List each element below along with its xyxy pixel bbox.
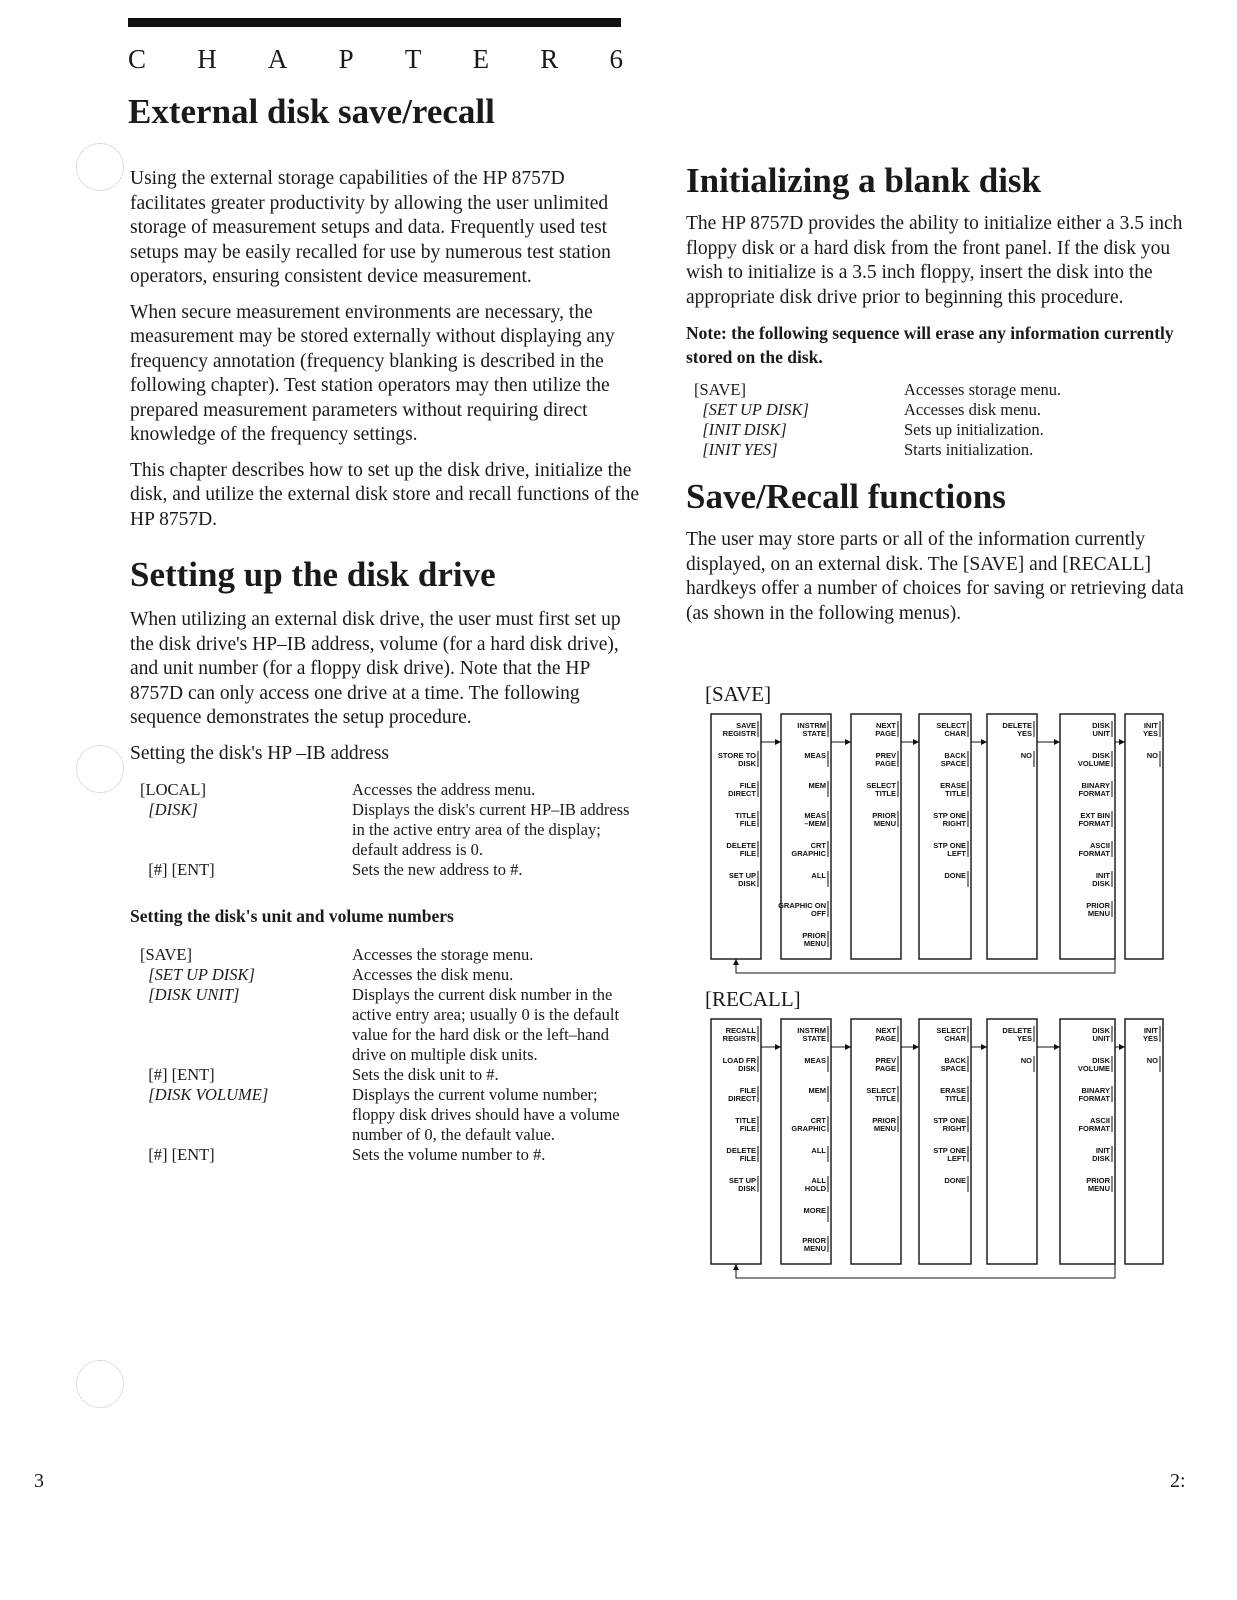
softkey-label: UNIT xyxy=(1092,729,1110,738)
page-number-left: 3 xyxy=(34,1470,44,1492)
softkey-label: PRIOR xyxy=(1086,1176,1110,1185)
command-desc: Sets up initialization. xyxy=(904,420,1044,439)
punch-hole-icon xyxy=(76,745,124,793)
softkey-label: DELETE xyxy=(726,1146,756,1155)
chapter-letter: C xyxy=(128,44,147,74)
command-key: [LOCAL] xyxy=(140,780,206,799)
softkey-label: EXT BIN xyxy=(1080,811,1110,820)
softkey-label: VOLUME xyxy=(1077,1064,1110,1073)
punch-hole-icon xyxy=(76,143,124,191)
setup-paragraph: When utilizing an external disk drive, the user must first set up the disk drive's HP–IB address, volume (for a hard disk drive), and unit number (for a floppy disk drive). Note that the HP 8757D can only access one drive at a time. The following sequence demonstrates the setup procedure. xyxy=(130,609,621,728)
init-paragraph: The HP 8757D provides the ability to initialize either a 3.5 inch floppy disk or a hard disk from the front panel. If the disk you wish to initialize is a 3.5 inch floppy, insert the disk into the appropriate disk drive prior to beginning this procedure. xyxy=(686,213,1183,308)
softkey-label: YES xyxy=(1016,1034,1032,1043)
section-heading: Initializing a blank disk xyxy=(686,161,1042,200)
save-recall-paragraph: The user may store parts or all of the information currently displayed, on an external disk. The [SAVE] and [RECALL] hardkeys offer a number of choices for saving or retrieving data (as shown in the following menus). xyxy=(686,529,1184,624)
softkey-label: UNIT xyxy=(1092,1034,1110,1043)
chapter-letter: T xyxy=(404,44,422,74)
softkey-label: TITLE xyxy=(875,789,896,798)
softkey-label: PRIOR xyxy=(802,1236,826,1245)
softkey-label: ERASE xyxy=(940,781,966,790)
softkey-label: GRAPHIC xyxy=(791,849,826,858)
softkey-label: INIT xyxy=(1143,721,1158,730)
arrow-head-icon xyxy=(845,1044,851,1050)
softkey-label: ALL xyxy=(811,1176,826,1185)
softkey-label: FORMAT xyxy=(1078,1094,1110,1103)
command-key: [INIT DISK] xyxy=(694,420,787,439)
softkey-label: ERASE xyxy=(940,1086,966,1095)
command-key: [DISK UNIT] xyxy=(140,984,240,1004)
chapter-letter: H xyxy=(197,44,217,74)
command-desc: Sets the disk unit to #. xyxy=(352,1064,499,1084)
softkey-label: PREV xyxy=(875,1056,896,1065)
softkey-label: ALL xyxy=(811,871,826,880)
softkey-label: SPACE xyxy=(940,759,966,768)
softkey-label: GRAPHIC xyxy=(791,1124,826,1133)
softkey-label: YES xyxy=(1142,1034,1158,1043)
command-desc: Sets the volume number to #. xyxy=(352,1144,546,1164)
arrow-head-icon xyxy=(733,959,739,965)
softkey-label: NEXT xyxy=(875,1026,896,1035)
command-desc: Accesses disk menu. xyxy=(904,400,1042,419)
arrow-head-icon xyxy=(775,739,781,745)
intro-paragraph: This chapter describes how to set up the disk drive, initialize the disk, and utilize the external disk store and recall functions of the HP 8757D. xyxy=(130,459,640,530)
softkey-label: DISK xyxy=(1092,1026,1110,1035)
command-key: [SAVE] xyxy=(694,380,746,399)
chapter-letter: R xyxy=(540,44,559,74)
softkey-label: SELECT xyxy=(866,781,896,790)
command-desc: Displays the current disk number in the active entry area; usually 0 is the default value for the hard disk or the left–hand drive on multiple disk units. xyxy=(352,984,620,1064)
chapter-rule xyxy=(128,18,621,27)
softkey-label: PAGE xyxy=(875,729,896,738)
arrow-head-icon xyxy=(1119,1044,1125,1050)
softkey-label: STATE xyxy=(802,729,826,738)
softkey-label: TITLE xyxy=(735,811,756,820)
return-connector xyxy=(736,1244,1115,1278)
softkey-label: BACK xyxy=(944,751,966,760)
softkey-label: NO xyxy=(1020,1056,1032,1065)
subheading: Setting the disk's HP –IB address xyxy=(130,742,389,764)
command-key: [INIT YES] xyxy=(694,440,778,459)
save-diagram-label: [SAVE] xyxy=(705,682,772,706)
softkey-label: DELETE xyxy=(1002,1026,1032,1035)
command-key: [SET UP DISK] xyxy=(694,400,809,419)
softkey-label: FORMAT xyxy=(1078,819,1110,828)
softkey-label: MEAS xyxy=(804,811,826,820)
softkey-label: ASCII xyxy=(1089,841,1110,850)
softkey-label: NO xyxy=(1146,751,1158,760)
command-desc: Displays the disk's current HP–IB address in the active entry area of the display; default address is 0. xyxy=(352,800,630,859)
arrow-head-icon xyxy=(913,739,919,745)
softkey-label: GRAPHIC ON xyxy=(778,901,826,910)
softkey-label: DISK xyxy=(1092,1056,1110,1065)
softkey-label: FILE xyxy=(739,1124,756,1133)
softkey-label: VOLUME xyxy=(1077,759,1110,768)
softkey-label: ALL xyxy=(811,1146,826,1155)
softkey-label: DIRECT xyxy=(728,1094,756,1103)
softkey-label: PAGE xyxy=(875,1064,896,1073)
intro-paragraph: When secure measurement environments are necessary, the measurement may be stored externally without displaying any frequency annotation (frequency blanking is described in the following chapter). Test station operators may then utilize the prepared measurement parameters without requiring direct knowledge of the frequency settings. xyxy=(130,301,615,445)
softkey-label: MENU xyxy=(873,1124,896,1133)
command-key: [DISK] xyxy=(140,800,198,819)
softkey-label: FORMAT xyxy=(1078,1124,1110,1133)
softkey-label: PRIOR xyxy=(1086,901,1110,910)
softkey-label: YES xyxy=(1016,729,1032,738)
command-key: [#] [ENT] xyxy=(140,860,215,879)
softkey-label: HOLD xyxy=(804,1184,826,1193)
softkey-label: CRT xyxy=(810,1116,826,1125)
softkey-label: BACK xyxy=(944,1056,966,1065)
softkey-label: PRIOR xyxy=(872,1116,896,1125)
softkey-label: SELECT xyxy=(936,721,966,730)
command-desc: Accesses the address menu. xyxy=(352,780,536,799)
softkey-label: MEM xyxy=(808,1086,826,1095)
command-key: [#] [ENT] xyxy=(140,1144,215,1164)
warning-note: Note: the following sequence will erase any information currently stored on the disk. xyxy=(686,323,1174,367)
chapter-letter: A xyxy=(267,44,288,74)
command-desc: Sets the new address to #. xyxy=(352,860,523,879)
section-heading: Setting up the disk drive xyxy=(130,555,496,594)
softkey-label: LEFT xyxy=(947,1154,966,1163)
softkey-label: DISK xyxy=(738,1064,756,1073)
softkey-label: RIGHT xyxy=(942,1124,966,1133)
softkey-label: SPACE xyxy=(940,1064,966,1073)
softkey-label: MEM xyxy=(808,781,826,790)
softkey-label: DISK xyxy=(1092,721,1110,730)
chapter-label xyxy=(128,44,623,75)
softkey-label: RIGHT xyxy=(942,819,966,828)
command-table xyxy=(140,780,640,880)
softkey-label: DISK xyxy=(1092,1154,1110,1163)
softkey-label: FORMAT xyxy=(1078,849,1110,858)
softkey-label: STP ONE xyxy=(933,1146,966,1155)
softkey-label: FILE xyxy=(739,819,756,828)
command-desc: Accesses the disk menu. xyxy=(352,964,514,984)
softkey-label: TITLE xyxy=(945,789,966,798)
softkey-label: FILE xyxy=(739,1154,756,1163)
softkey-label: DELETE xyxy=(1002,721,1032,730)
softkey-label: MENU xyxy=(1087,909,1110,918)
softkey-label: PAGE xyxy=(875,759,896,768)
softkey-label: SAVE xyxy=(736,721,756,730)
softkey-label: MORE xyxy=(803,1206,826,1215)
subheading-bold: Setting the disk's unit and volume numbers xyxy=(130,906,454,926)
softkey-label: BINARY xyxy=(1081,781,1110,790)
command-table xyxy=(694,380,1196,460)
arrow-head-icon xyxy=(845,739,851,745)
softkey-label: STATE xyxy=(802,1034,826,1043)
punch-hole-icon xyxy=(76,1360,124,1408)
recall-diagram-label: [RECALL] xyxy=(705,987,801,1011)
softkey-label: MENU xyxy=(873,819,896,828)
softkey-label: LOAD FR xyxy=(722,1056,756,1065)
softkey-label: YES xyxy=(1142,729,1158,738)
arrow-head-icon xyxy=(913,1044,919,1050)
arrow-head-icon xyxy=(1054,739,1060,745)
softkey-label: INSTRM xyxy=(797,1026,826,1035)
softkey-label: FILE xyxy=(739,849,756,858)
softkey-label: LEFT xyxy=(947,849,966,858)
softkey-label: FILE xyxy=(739,781,756,790)
softkey-label: DISK xyxy=(738,879,756,888)
softkey-label: NEXT xyxy=(875,721,896,730)
softkey-label: TITLE xyxy=(945,1094,966,1103)
softkey-label: TITLE xyxy=(875,1094,896,1103)
right-column xyxy=(686,160,1196,637)
softkey-label: CHAR xyxy=(944,729,966,738)
softkey-label: SELECT xyxy=(936,1026,966,1035)
chapter-title: External disk save/recall xyxy=(128,92,495,131)
chapter-letter: E xyxy=(472,44,490,74)
chapter-letter: P xyxy=(338,44,354,74)
softkey-label: NO xyxy=(1020,751,1032,760)
arrow-head-icon xyxy=(981,1044,987,1050)
save-menu-svg xyxy=(705,710,1190,985)
softkey-label: CRT xyxy=(810,841,826,850)
softkey-label: DISK xyxy=(1092,751,1110,760)
page-number-right: 2: xyxy=(1170,1470,1186,1492)
arrow-head-icon xyxy=(1119,739,1125,745)
softkey-label: PRIOR xyxy=(802,931,826,940)
save-menu-diagram xyxy=(705,710,1190,985)
softkey-label: SET UP xyxy=(728,871,756,880)
softkey-label: PREV xyxy=(875,751,896,760)
softkey-label: INIT xyxy=(1095,871,1110,880)
softkey-label: STP ONE xyxy=(933,841,966,850)
command-table xyxy=(140,945,640,1165)
softkey-label: FILE xyxy=(739,1086,756,1095)
arrow-head-icon xyxy=(981,739,987,745)
softkey-label: INSTRM xyxy=(797,721,826,730)
softkey-label: INIT xyxy=(1095,1146,1110,1155)
left-column xyxy=(130,167,640,1171)
softkey-label: REGISTR xyxy=(722,1034,756,1043)
chapter-number: 6 xyxy=(609,44,623,74)
arrow-head-icon xyxy=(1054,1044,1060,1050)
arrow-head-icon xyxy=(775,1044,781,1050)
arrow-head-icon xyxy=(733,1264,739,1270)
softkey-label: NO xyxy=(1146,1056,1158,1065)
softkey-label: CHAR xyxy=(944,1034,966,1043)
section-heading: Save/Recall functions xyxy=(686,477,1006,516)
command-desc: Starts initialization. xyxy=(904,440,1034,459)
command-key: [SAVE] xyxy=(140,944,192,964)
softkey-label: BINARY xyxy=(1081,1086,1110,1095)
softkey-label: DISK xyxy=(1092,879,1110,888)
softkey-label: FORMAT xyxy=(1078,789,1110,798)
softkey-label: SET UP xyxy=(728,1176,756,1185)
softkey-label: OFF xyxy=(811,909,826,918)
softkey-label: DISK xyxy=(738,1184,756,1193)
softkey-label: DISK xyxy=(738,759,756,768)
softkey-label: ASCII xyxy=(1089,1116,1110,1125)
softkey-label: STP ONE xyxy=(933,811,966,820)
command-key: [SET UP DISK] xyxy=(140,964,255,984)
softkey-label: MENU xyxy=(1087,1184,1110,1193)
command-desc: Displays the current volume number; floppy disk drives should have a volume number of 0, the default value. xyxy=(352,1084,620,1144)
softkey-label: PAGE xyxy=(875,1034,896,1043)
softkey-label: STORE TO xyxy=(717,751,756,760)
softkey-label: RECALL xyxy=(725,1026,756,1035)
command-desc: Accesses the storage menu. xyxy=(352,944,534,964)
softkey-label: DIRECT xyxy=(728,789,756,798)
softkey-label: INIT xyxy=(1143,1026,1158,1035)
softkey-label: MENU xyxy=(803,1244,826,1253)
softkey-label: MEAS xyxy=(804,1056,826,1065)
recall-menu-svg xyxy=(705,1015,1190,1290)
command-desc: Accesses storage menu. xyxy=(904,380,1062,399)
softkey-label: PRIOR xyxy=(872,811,896,820)
command-key: [DISK VOLUME] xyxy=(140,1084,269,1104)
softkey-label: MEAS xyxy=(804,751,826,760)
return-connector xyxy=(736,939,1115,973)
softkey-label: –MEM xyxy=(804,819,826,828)
softkey-label: SELECT xyxy=(866,1086,896,1095)
softkey-label: DELETE xyxy=(726,841,756,850)
softkey-label: DONE xyxy=(944,1176,966,1185)
recall-menu-diagram xyxy=(705,1015,1190,1290)
softkey-label: DONE xyxy=(944,871,966,880)
softkey-label: MENU xyxy=(803,939,826,948)
softkey-label: STP ONE xyxy=(933,1116,966,1125)
intro-paragraph: Using the external storage capabilities of the HP 8757D facilitates greater productivity by allowing the user unlimited storage of measurement setups and data. Frequently used test setups may be easily recalled for use by numerous test station operators, ensuring consistent device measurement. xyxy=(130,168,611,287)
softkey-label: TITLE xyxy=(735,1116,756,1125)
command-key: [#] [ENT] xyxy=(140,1064,215,1084)
softkey-label: REGISTR xyxy=(722,729,756,738)
